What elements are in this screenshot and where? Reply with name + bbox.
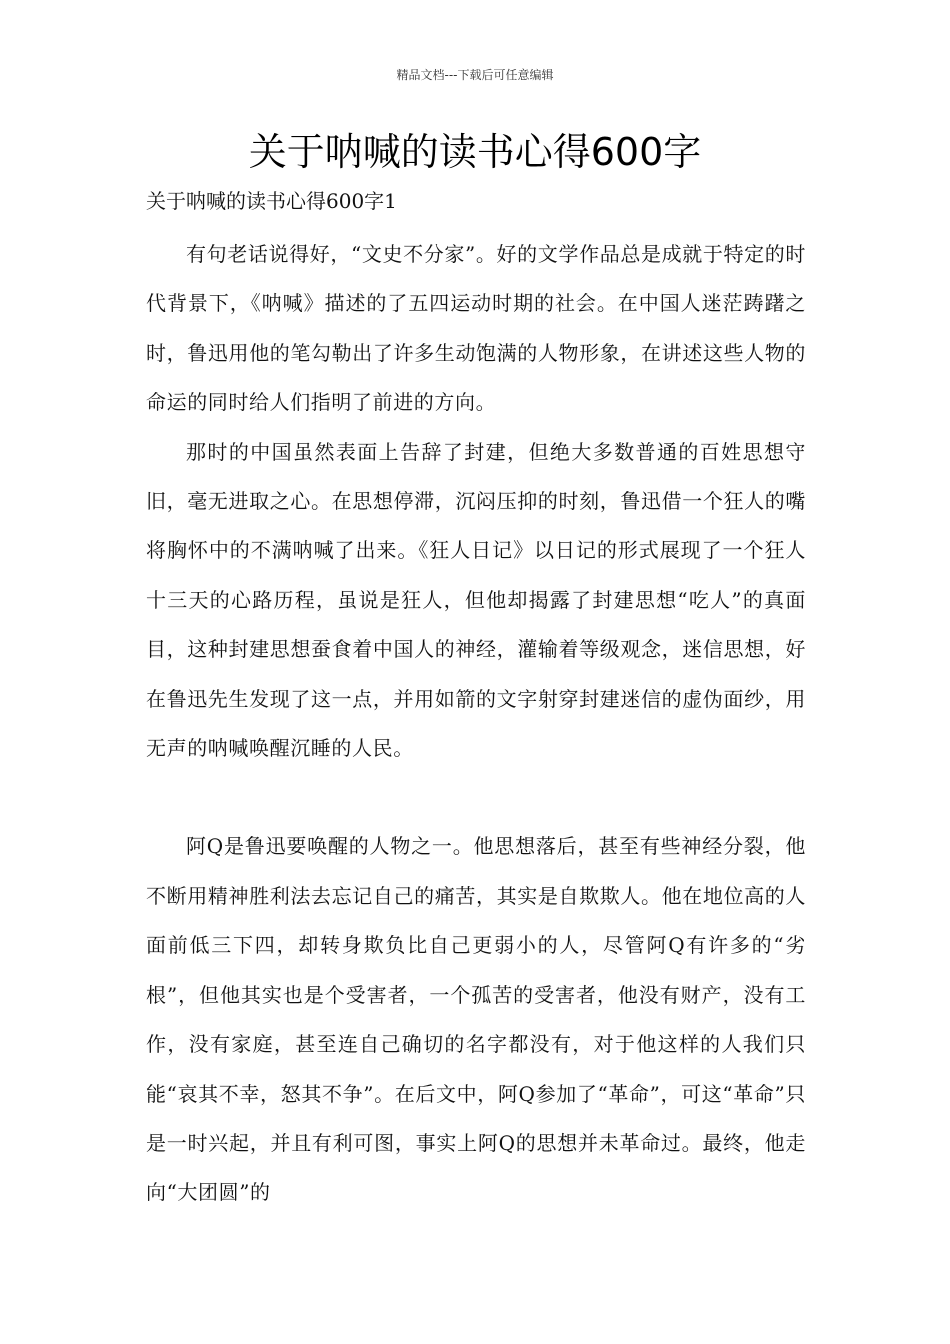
paragraph-3: 阿Q是鲁迅要唤醒的人物之一。他思想落后，甚至有些神经分裂，他不断用精神胜利法去忘记自己的痛苦，其实是自欺欺人。他在地位高的人面前低三下四，却转身欺负比自己更弱小的人，尽管阿Q有许多的“劣根”，但他其实也是个受害者，一个孤苦的受害者，他没有财产，没有工作，没有家庭，甚至连自己确切的名字都没有，对于他这样的人我们只能“哀其不幸，怒其不争”。在后文中，阿Q参加了“革命”，可这“革命”只是一时兴起，并且有利可图，事实上阿Q的思想并未革命过。最终，他走向“大团圆”的 — [146, 834, 806, 1205]
paragraph-spacer — [146, 773, 806, 822]
page-header: 精品文档---下载后可任意编辑 — [396, 68, 554, 82]
document-subtitle: 关于呐喊的读书心得600字1 — [146, 189, 397, 213]
document-title: 关于呐喊的读书心得600字 — [248, 130, 702, 174]
paragraph-1: 有句老话说得好，“文史不分家”。好的文学作品总是成就于特定的时代背景下，《呐喊》描述的了五四运动时期的社会。在中国人迷茫踌躇之时，鲁迅用他的笔勾勒出了许多生动饱满的人物形象，在讲述这些人物的命运的同时给人们指明了前进的方向。 — [146, 242, 806, 415]
document-body — [146, 230, 806, 1218]
paragraph-2: 那时的中国虽然表面上告辞了封建，但绝大多数普通的百姓思想守旧，毫无进取之心。在思想停滞，沉闷压抑的时刻，鲁迅借一个狂人的嘴将胸怀中的不满呐喊了出来。《狂人日记》以日记的形式展现了一个狂人十三天的心路历程，虽说是狂人，但他却揭露了封建思想“吃人”的真面目，这种封建思想蚕食着中国人的神经，灌输着等级观念，迷信思想，好在鲁迅先生发现了这一点，并用如箭的文字射穿封建迷信的虚伪面纱，用无声的呐喊唤醒沉睡的人民。 — [146, 439, 806, 761]
